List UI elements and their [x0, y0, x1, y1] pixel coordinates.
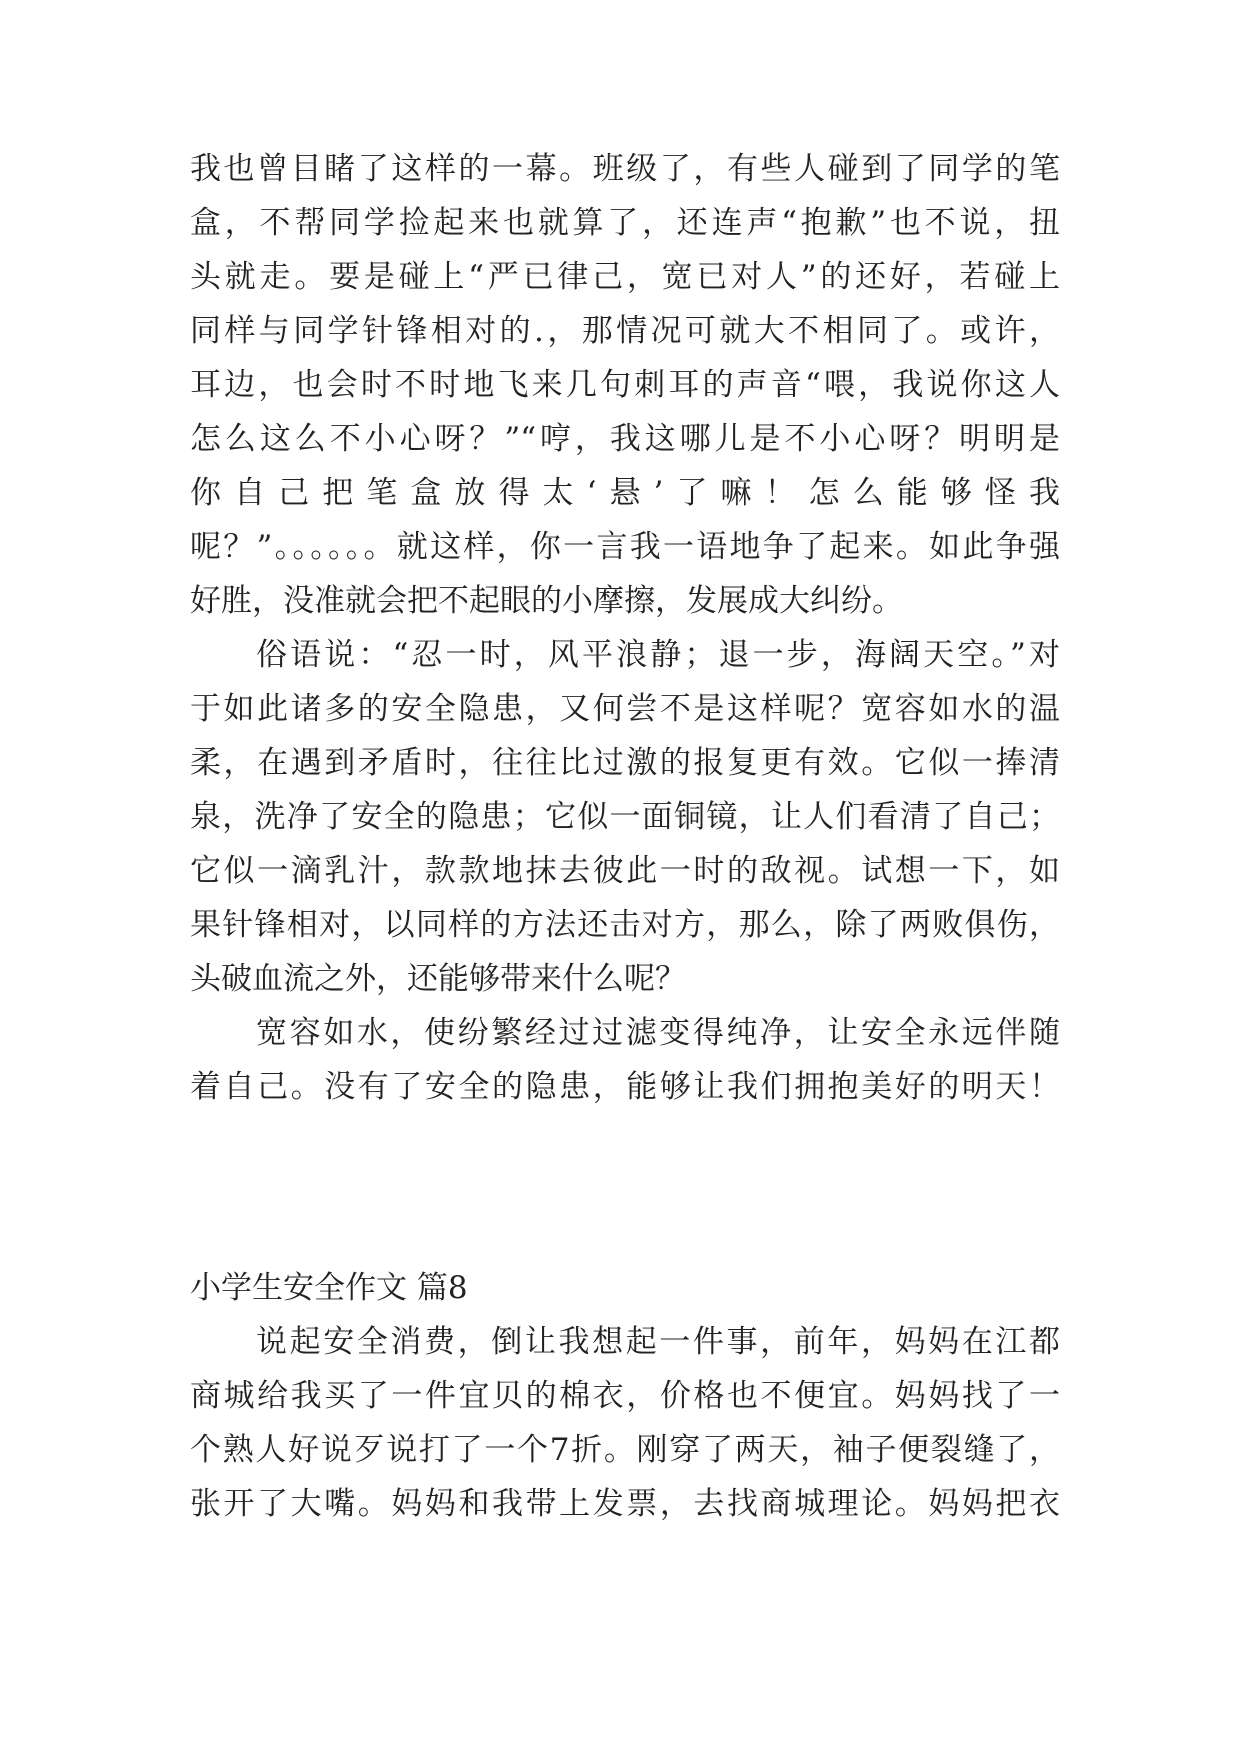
section-title: 小学生安全作文 篇8: [190, 1270, 468, 1306]
paragraph-line: 商城给我买了一件宜贝的棉衣，价格也不便宜。妈妈找了一: [190, 1378, 1060, 1414]
paragraph-line: 盒，不帮同学捡起来也就算了，还连声“抱歉”也不说，扭: [190, 205, 1060, 241]
paragraph-line: 耳边，也会时不时地飞来几句刺耳的声音“喂，我说你这人: [190, 367, 1060, 403]
paragraph-line: 泉，洗净了安全的隐患；它似一面铜镜，让人们看清了自己；: [190, 799, 1060, 835]
paragraph-line: 果针锋相对，以同样的方法还击对方，那么，除了两败俱伤，: [190, 907, 1060, 943]
paragraph-line: 你自己把笔盒放得太‘悬’了嘛！怎么能够怪我: [190, 475, 1060, 511]
paragraph-line: 我也曾目睹了这样的一幕。班级了，有些人碰到了同学的笔: [190, 151, 1060, 187]
paragraph-line: 个熟人好说歹说打了一个7折。刚穿了两天，袖子便裂缝了，: [190, 1432, 1060, 1468]
paragraph-line: 好胜，没准就会把不起眼的小摩擦，发展成大纠纷。: [190, 583, 903, 619]
paragraph-line: 同样与同学针锋相对的.，那情况可就大不相同了。或许，: [190, 313, 1060, 349]
paragraph-line: 它似一滴乳汁，款款地抹去彼此一时的敌视。试想一下，如: [190, 853, 1060, 889]
paragraph-line: 头破血流之外，还能够带来什么呢？: [190, 961, 686, 997]
paragraph-line: 头就走。要是碰上“严已律己，宽已对人”的还好，若碰上: [190, 259, 1060, 295]
paragraph-line: 张开了大嘴。妈妈和我带上发票，去找商城理论。妈妈把衣: [190, 1486, 1060, 1522]
paragraph-line: 怎么这么不小心呀？”“哼，我这哪儿是不小心呀？明明是: [190, 421, 1060, 457]
paragraph-line: 着自己。没有了安全的隐患，能够让我们拥抱美好的明天！: [190, 1069, 1060, 1105]
paragraph-line: 于如此诸多的安全隐患，又何尝不是这样呢？宽容如水的温: [190, 691, 1060, 727]
paragraph-line: 呢？”。。。。。。就这样，你一言我一语地争了起来。如此争强: [190, 529, 1060, 565]
paragraph-line: 宽容如水，使纷繁经过过滤变得纯净，让安全永远伴随: [256, 1015, 1060, 1051]
paragraph-line: 柔，在遇到矛盾时，往往比过激的报复更有效。它似一捧清: [190, 745, 1060, 781]
paragraph-line: 俗语说：“忍一时，风平浪静；退一步，海阔天空。”对: [256, 637, 1060, 673]
paragraph-line: 说起安全消费，倒让我想起一件事，前年，妈妈在江都: [256, 1324, 1060, 1360]
